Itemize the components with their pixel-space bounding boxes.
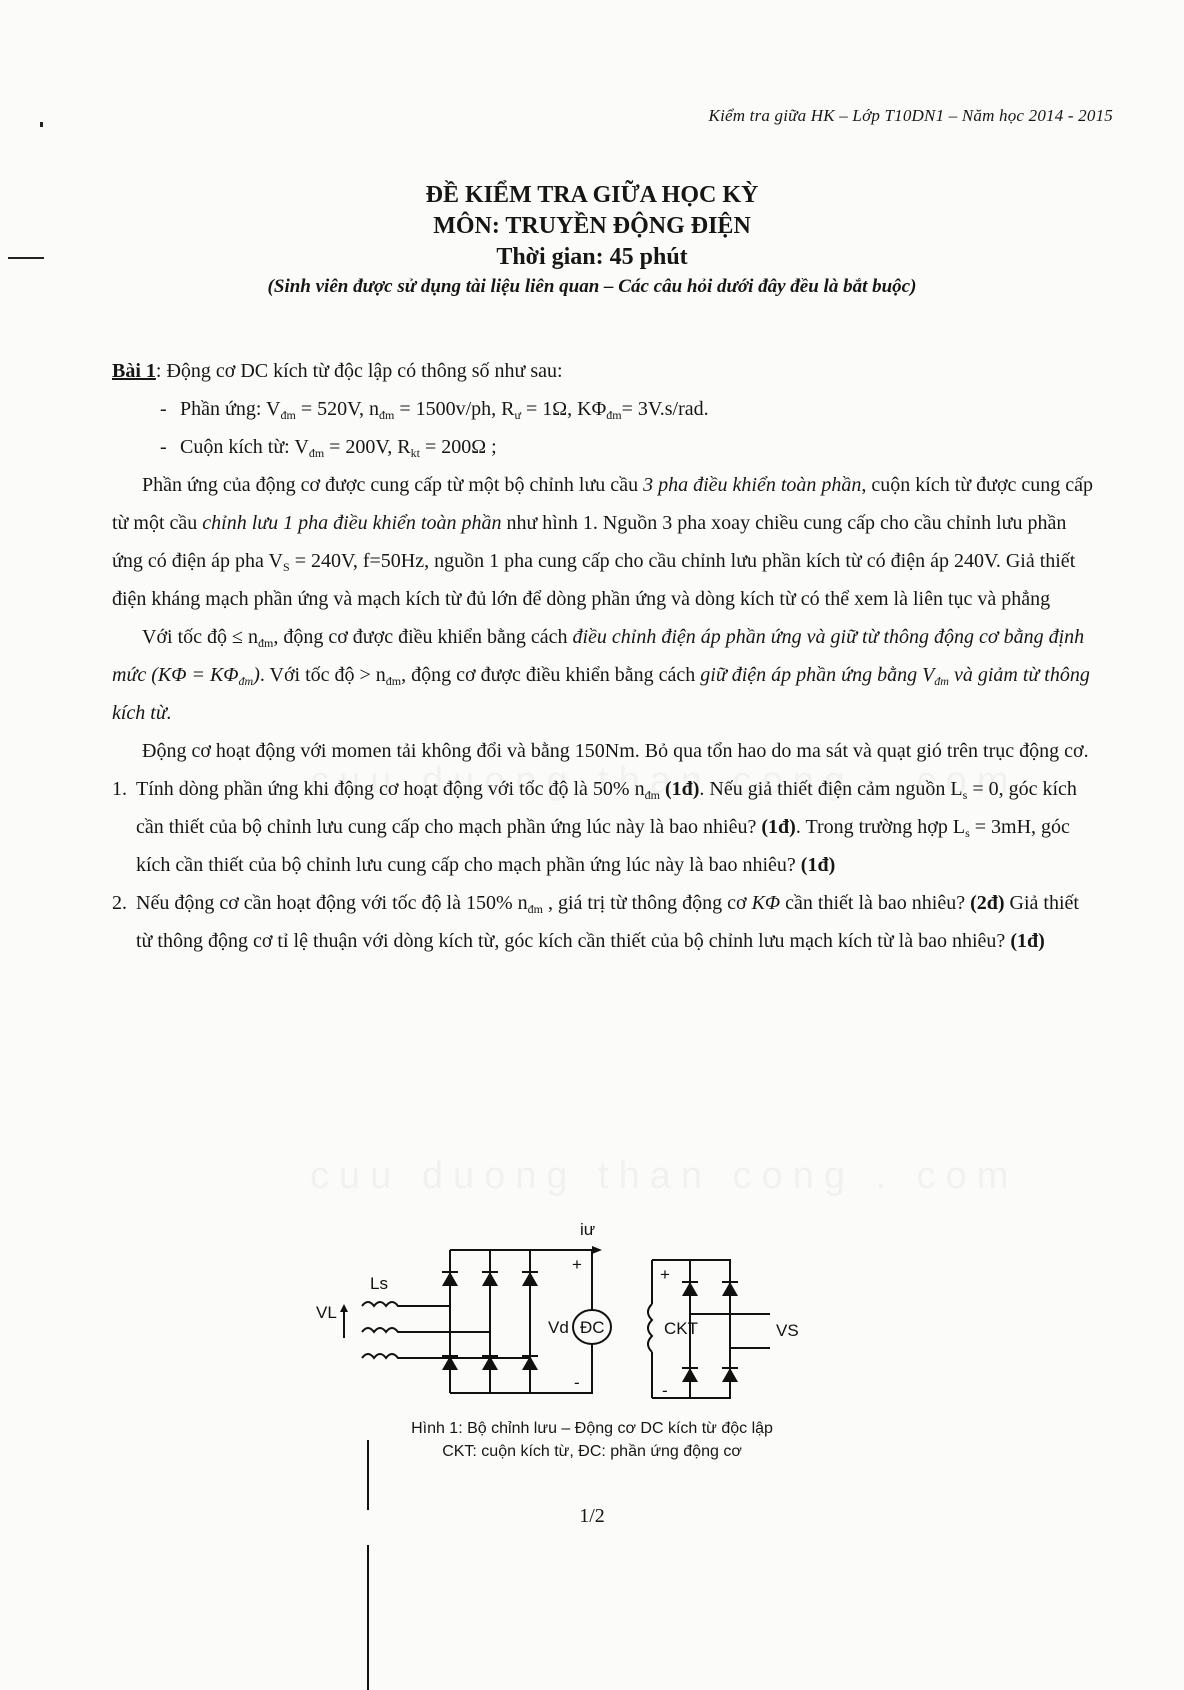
armature-current-label: iư	[580, 1220, 596, 1239]
instructions: (Sinh viên được sử dụng tài liệu liên quan – Các câu hỏi dưới đây đều là bắt buộc)	[267, 276, 917, 297]
scan-mark	[40, 122, 43, 127]
scan-margin-line	[367, 1545, 369, 1690]
field-coil	[648, 1304, 652, 1352]
question-2: 2. Nếu động cơ cần hoạt động với tốc độ là 150% $n_{đm}$ , giá trị từ thông động cơ KΦ cần thiết là bao nhiêu? (2đ) Giả thiết từ thông động cơ tỉ lệ thuận với dòng kích từ, góc kích cần thiết của bộ chỉnh lưu mạch kích từ là bao nhiêu? (1đ)	[112, 892, 1079, 952]
time-limit: Thời gian: 45 phút	[496, 244, 688, 270]
diode	[722, 1368, 738, 1382]
scan-mark	[8, 257, 44, 259]
inductance-label: Ls	[370, 1274, 388, 1293]
field-coil-label: CKT	[664, 1319, 698, 1338]
field-spec: - Cuộn kích từ: $V_{đm} = 200V$, $R_{kt} = 200\Omega$ ;	[160, 436, 497, 460]
diode	[482, 1272, 498, 1286]
diode	[442, 1272, 458, 1286]
exam-title: ĐỀ KIỂM TRA GIỮA HỌC KỲ	[425, 182, 759, 208]
three-phase-bridge	[442, 1250, 565, 1393]
plus-sign: +	[660, 1265, 670, 1284]
diode	[522, 1272, 538, 1286]
problem-body	[112, 352, 1097, 960]
circuit-diagram	[316, 1208, 850, 1413]
line-voltage-label: VL	[316, 1303, 337, 1322]
armature-spec: - Phần ứng: $V_{đm} = 520V$, $n_{đm} = 1500v/ph$, $R_ư = 1\Omega$, $K\Phi_{đm}= 3V.s/rad$.	[160, 398, 709, 422]
page-number: 1/2	[579, 1505, 605, 1527]
ac-source-inductors	[340, 1302, 530, 1358]
dc-voltage-label: Vd	[548, 1318, 569, 1337]
scan-margin-line	[367, 1440, 369, 1510]
problem-intro: Bài 1: Động cơ DC kích từ độc lập có thông số như sau:	[112, 360, 563, 382]
motor-label: ĐC	[580, 1318, 605, 1337]
watermark	[310, 1155, 1018, 1198]
plus-sign: +	[572, 1255, 582, 1274]
diode	[682, 1368, 698, 1382]
question-1: 1. Tính dòng phần ứng khi động cơ hoạt động với tốc độ là 50% $n_{đm}$ (1đ). Nếu giả thiết điện cảm nguồn $L_s = 0$, góc kích cần thiết của bộ chỉnh lưu cung cấp cho mạch phần ứng lúc này là bao nhiêu? (1đ). Trong trường hợp $L_s = 3mH$, góc kích cần thiết của bộ chỉnh lưu cung cấp cho mạch phần ứng lúc này là bao nhiêu? (1đ)	[112, 778, 1077, 876]
diode	[722, 1282, 738, 1296]
source-voltage-label: VS	[776, 1321, 799, 1340]
minus-sign: -	[662, 1381, 668, 1400]
paragraph-control: Với tốc độ ≤ $n_{đm}$, động cơ được điều khiển bằng cách điều chỉnh điện áp phần ứng và giữ từ thông động cơ bằng định mức $(K\Phi = K\Phi_{đm})$. Với tốc độ > $n_{đm}$, động cơ được điều khiển bằng cách giữ điện áp phần ứng bằng $V_{đm}$ và giảm từ thông kích từ.	[112, 626, 1090, 724]
title-block	[0, 180, 1184, 301]
paragraph-load: Động cơ hoạt động với momen tải không đổi và bằng 150Nm. Bỏ qua tổn hao do ma sát và quạt gió trên trục động cơ.	[142, 740, 1089, 762]
diode	[682, 1282, 698, 1296]
minus-sign: -	[574, 1373, 580, 1392]
header-note: Kiểm tra giữa HK – Lớp T10DN1 – Năm học 2014 - 2015	[708, 106, 1113, 125]
diagram-labels	[316, 1220, 799, 1400]
problem-label: Bài 1	[112, 360, 156, 382]
figure-caption: Hình 1: Bộ chỉnh lưu – Động cơ DC kích từ độc lập CKT: cuộn kích từ, ĐC: phần ứng động cơ	[411, 1420, 773, 1460]
paragraph-supply: Phần ứng của động cơ được cung cấp từ một bộ chỉnh lưu cầu 3 pha điều khiển toàn phần, cuộn kích từ được cung cấp từ một cầu chỉnh lưu 1 pha điều khiển toàn phần như hình 1. Nguồn 3 pha xoay chiều cung cấp cho cầu chỉnh lưu phần ứng có điện áp pha $V_S = 240V$, f=50Hz, nguồn 1 pha cung cấp cho cầu chỉnh lưu phần kích từ có điện áp 240V. Giả thiết điện kháng mạch phần ứng và mạch kích từ đủ lớn để dòng phần ứng và dòng kích từ có thể xem là liên tục và phẳng	[112, 474, 1094, 610]
subject-title: MÔN: TRUYỀN ĐỘNG ĐIỆN	[433, 213, 751, 239]
